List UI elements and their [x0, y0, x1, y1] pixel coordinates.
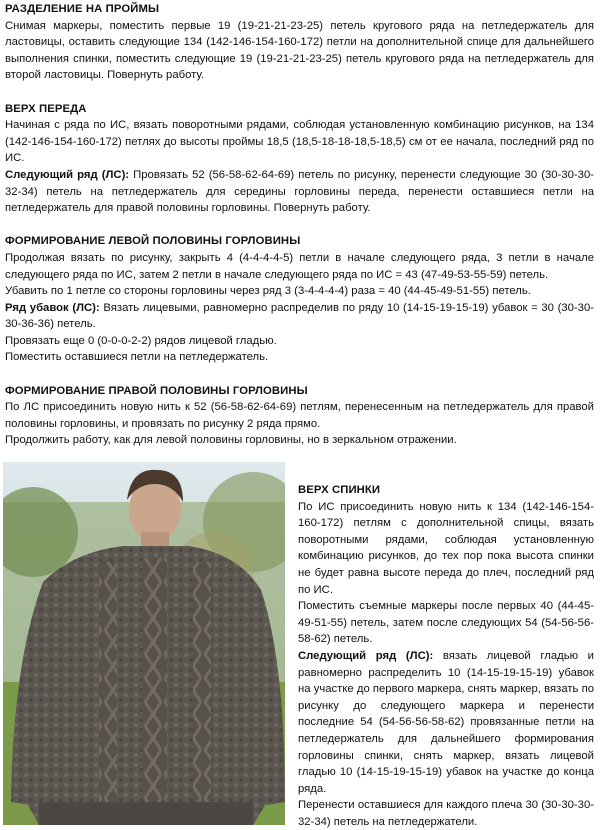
paragraph-left-neck-1: Продолжая вязать по рисунку, закрыть 4 (4-4-4-4-5) петли в начале следующего ряда, 3 петли в начале следующего ряда по ИС, затем 2 петли в начале следующего ряда по ИС = 43 (47-49-53-55-59) петель. — [5, 251, 594, 281]
bold-back-next-row: Следующий ряд (ЛС): — [298, 649, 434, 662]
section-title-right-neck: ФОРМИРОВАНИЕ ПРАВОЙ ПОЛОВИНЫ ГОРЛОВИНЫ — [5, 384, 308, 397]
paragraph-back-top-1: По ИС присоединить новую нить к 134 (142-146-154-160-172) петлям с дополнительной спицы, вязать поворотными рядами, соблюдая установленную комбинацию рисунков, до тех пор пока высота спинки не будет равна высоте переда до плеч, последний ряд по ИС. — [298, 500, 594, 596]
paragraph-armholes: Снимая маркеры, поместить первые 19 (19-21-21-23-25) петель кругового ряда на петледержатель для ластовицы, оставить следующие 134 (142-146-154-160-172) петли на дополнительной спице для дальнейшего выполнения спинки, поместить следующие 19 (19-21-21-23-25) петель кругового ряда на петледержатель для второй ластовицы. Повернуть работу. — [5, 19, 594, 82]
section-title-front-top: ВЕРХ ПЕРЕДА — [5, 102, 87, 115]
paragraph-right-neck-1: По ЛС присоединить новую нить к 52 (56-58-62-64-69) петлям, перенесенным на петледержатель для правой половины горловины, и провязать по рисунку 2 ряда прямо. — [5, 401, 594, 430]
section-title-back-top: ВЕРХ СПИНКИ — [298, 484, 381, 496]
paragraph-back-top-3 — [298, 648, 594, 797]
paragraph-front-top-2 — [5, 167, 594, 217]
paragraph-back-top-4: Перенести оставшиеся для каждого плеча 30 (30-30-30-32-34) петель на петледержатели. — [298, 799, 594, 828]
bold-decrease-row: Ряд убавок (ЛС): — [5, 301, 100, 314]
paragraph-front-top-1: Начиная с ряда по ИС, вязать поворотными рядами, соблюдая установленную комбинацию рисунков, на 134 (142-146-154-160-172) петлях до высоты проймы 18,5 (18,5-18-18-18,5-18,5) см от ее начала, последний ряд по ИС. — [5, 119, 594, 165]
section-title-armholes: РАЗДЕЛЕНИЕ НА ПРОЙМЫ — [5, 3, 160, 15]
man-in-sweater-image — [3, 462, 285, 825]
paragraph-left-neck-2: Убавить по 1 петле со стороны горловины через ряд 3 (3-4-4-4-4) раза = 40 (44-45-49-51-55) петель. — [5, 285, 531, 298]
paragraph-front-top-2-text: Провязать 52 (56-58-62-64-69) петель по рисунку, перенести следующие 30 (30-30-30-32-34) петель на петледержатель для середины горловины переда, перенести оставшиеся петли на петледержатель для правой половины горловины. Повернуть работу. — [5, 168, 594, 215]
paragraph-left-neck-5: Поместить оставшиеся петли на петледержатель. — [5, 351, 269, 364]
text-column-right — [298, 482, 594, 830]
paragraph-left-neck-3 — [5, 300, 594, 333]
sweater-photo — [3, 462, 285, 825]
paragraph-back-top-3-text: вязать лицевой гладью и равномерно распределить 10 (14-15-19-15-19) убавок на участке до первого маркера, снять маркер, вязать по рисунку до следующего маркера и перенести последние 54 (54-56-56-58-62) провязанные петли на петледержатель для дальнейшего формирования горловины спинки, снять маркер, вязать лицевой гладью 10 (14-15-19-15-19) убавок на участке до конца ряда. — [298, 649, 594, 795]
bold-next-row: Следующий ряд (ЛС): — [5, 168, 130, 181]
paragraph-right-neck-2: Продолжить работу, как для левой половины горловины, но в зеркальном отражении. — [5, 434, 457, 447]
section-title-left-neck: ФОРМИРОВАНИЕ ЛЕВОЙ ПОЛОВИНЫ ГОРЛОВИНЫ — [5, 235, 301, 248]
paragraph-left-neck-4: Провязать еще 0 (0-0-0-2-2) рядов лицевой гладью. — [5, 334, 277, 347]
paragraph-back-top-2: Поместить съемные маркеры после первых 40 (44-45-49-51-55) петель, затем после следующих 54 (54-56-56-58-62) петель. — [298, 600, 594, 646]
text-column-top — [5, 1, 594, 449]
paragraph-left-neck-3-text: Вязать лицевыми, равномерно распределив по ряду 10 (14-15-19-15-19) убавок = 30 (30-30-30-36-36) петель. — [5, 301, 594, 331]
